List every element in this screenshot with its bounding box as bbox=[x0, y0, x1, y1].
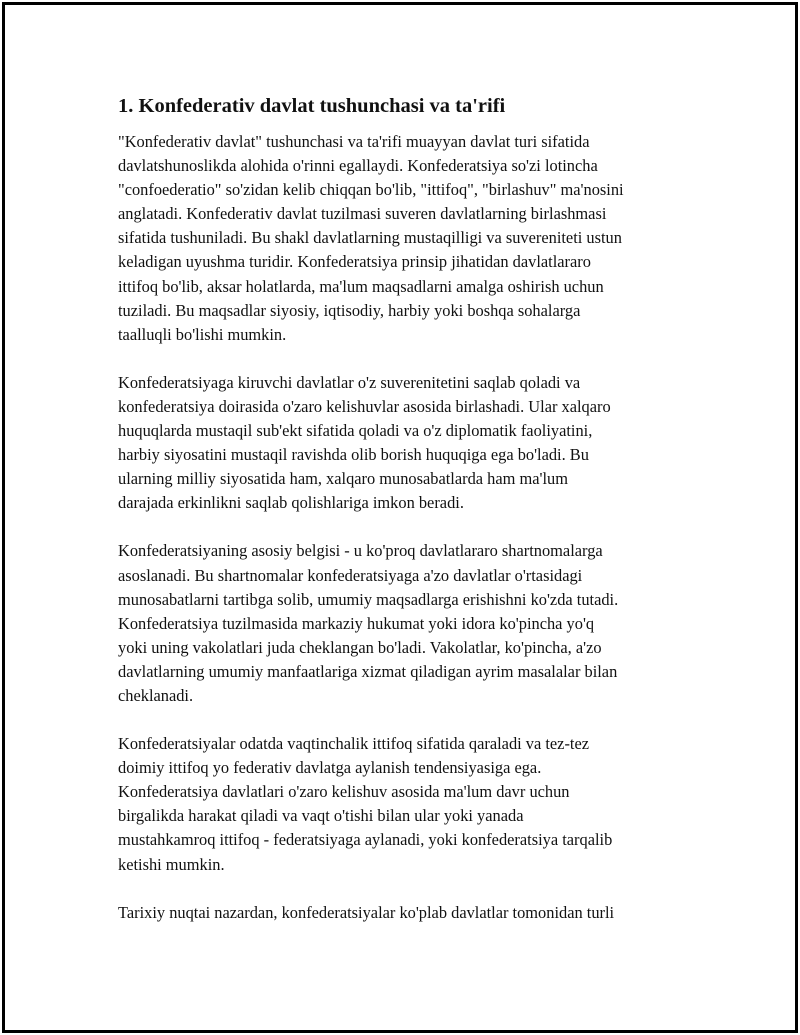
paragraph-line: ularning milliy siyosatida ham, xalqaro munosabatlarda ham ma'lum bbox=[118, 469, 568, 489]
paragraph-line: Konfederatsiya davlatlari o'zaro kelishuv asosida ma'lum davr uchun bbox=[118, 782, 570, 802]
paragraph-line: harbiy siyosatini mustaqil ravishda olib borish huquqiga ega bo'ladi. Bu bbox=[118, 445, 589, 465]
paragraph-line: birgalikda harakat qiladi va vaqt o'tishi bilan ular yoki yanada bbox=[118, 806, 524, 826]
paragraph-line: sifatida tushuniladi. Bu shakl davlatlarning mustaqilligi va suvereniteti ustun bbox=[118, 228, 622, 248]
document-body bbox=[118, 92, 693, 949]
paragraph-line: tuziladi. Bu maqsadlar siyosiy, iqtisodiy, harbiy yoki boshqa sohalarga bbox=[118, 300, 581, 320]
paragraph-line: asoslanadi. Bu shartnomalar konfederatsiyaga a'zo davlatlar o'rtasidagi bbox=[118, 565, 583, 585]
paragraph-line: darajada erkinlikni saqlab qolishlariga imkon beradi. bbox=[118, 493, 464, 513]
paragraph-4 bbox=[118, 732, 693, 877]
paragraph-line: Konfederatsiyaning asosiy belgisi - u ko'proq davlatlararo shartnomalarga bbox=[118, 541, 603, 561]
paragraph-line: doimiy ittifoq yo federativ davlatga aylanish tendensiyasiga ega. bbox=[118, 758, 542, 778]
paragraph-line: ittifoq bo'lib, aksar holatlarda, ma'lum maqsadlarni amalga oshirish uchun bbox=[118, 276, 604, 296]
section-heading: 1. Konfederativ davlat tushunchasi va ta'rifi bbox=[118, 95, 506, 117]
paragraph-5 bbox=[118, 901, 693, 925]
paragraph-line: anglatadi. Konfederativ davlat tuzilmasi suveren davlatlarning birlashmasi bbox=[118, 204, 607, 224]
paragraph-1 bbox=[118, 130, 693, 347]
paragraph-line: munosabatlarni tartibga solib, umumiy maqsadlarga erishishni ko'zda tutadi. bbox=[118, 589, 619, 609]
paragraph-line: Konfederatsiyalar odatda vaqtinchalik ittifoq sifatida qaraladi va tez-tez bbox=[118, 734, 590, 754]
paragraph-line: Konfederatsiya tuzilmasida markaziy hukumat yoki idora ko'pincha yo'q bbox=[118, 613, 595, 633]
paragraph-line: yoki uning vakolatlari juda cheklangan bo'ladi. Vakolatlar, ko'pincha, a'zo bbox=[118, 637, 602, 657]
paragraph-2 bbox=[118, 371, 693, 516]
paragraph-3 bbox=[118, 539, 693, 708]
paragraph-line: "confoederatio" so'zidan kelib chiqqan bo'lib, "ittifoq", "birlashuv" ma'nosini bbox=[118, 180, 624, 200]
paragraph-line: huquqlarda mustaqil sub'ekt sifatida qoladi va o'z diplomatik faoliyatini, bbox=[118, 421, 593, 441]
paragraph-line: mustahkamroq ittifoq - federatsiyaga aylanadi, yoki konfederatsiya tarqalib bbox=[118, 830, 613, 850]
paragraph-line: konfederatsiya doirasida o'zaro kelishuvlar asosida birlashadi. Ular xalqaro bbox=[118, 396, 611, 416]
paragraph-line: Tarixiy nuqtai nazardan, konfederatsiyalar ko'plab davlatlar tomonidan turli bbox=[118, 902, 615, 922]
paragraph-line: keladigan uyushma turidir. Konfederatsiya prinsip jihatidan davlatlararo bbox=[118, 252, 591, 272]
paragraph-line: Konfederatsiyaga kiruvchi davlatlar o'z suverenitetini saqlab qoladi va bbox=[118, 372, 581, 392]
paragraph-line: taalluqli bo'lishi mumkin. bbox=[118, 324, 287, 344]
paragraph-line: "Konfederativ davlat" tushunchasi va ta'rifi muayyan davlat turi sifatida bbox=[118, 132, 590, 151]
paragraph-line: davlatlarning umumiy manfaatlariga xizmat qiladigan ayrim masalalar bilan bbox=[118, 661, 618, 681]
paragraph-line: davlatshunoslikda alohida o'rinni egallaydi. Konfederatsiya so'zi lotincha bbox=[118, 156, 598, 176]
paragraph-line: cheklanadi. bbox=[118, 685, 194, 705]
paragraph-line: ketishi mumkin. bbox=[118, 854, 225, 874]
